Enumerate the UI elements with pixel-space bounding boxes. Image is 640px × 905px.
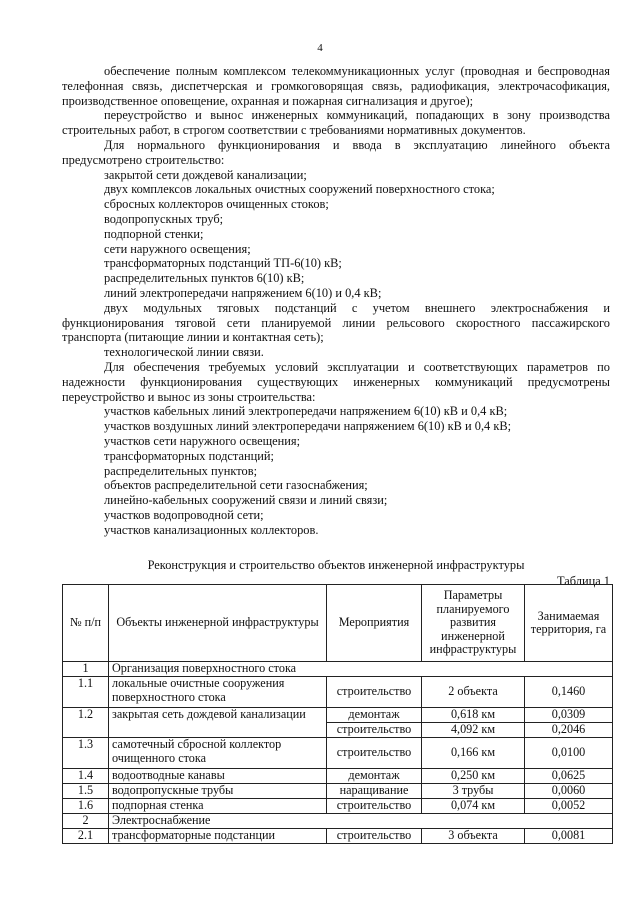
object-name: подпорная стенка xyxy=(109,799,327,814)
table-row xyxy=(63,769,613,784)
paragraph: Для обеспечения требуемых условий эксплуатации и соответствующих параметров по надежности функционирования существующих инженерных коммуникаций предусмотрены переустройство и вынос из зоны строительства: xyxy=(62,359,610,404)
table-row xyxy=(63,738,613,769)
area-value: 0,0052 xyxy=(525,799,613,814)
area-value: 0,0309 xyxy=(525,708,613,723)
activity: строительство xyxy=(327,799,422,814)
section-title: Электроснабжение xyxy=(109,814,613,829)
row-number: 1.5 xyxy=(63,784,109,799)
activity: строительство xyxy=(327,677,422,708)
table-header-row xyxy=(63,585,613,662)
body-text xyxy=(62,64,610,538)
activity: демонтаж xyxy=(327,708,422,723)
table-row xyxy=(63,829,613,844)
list-item: подпорной стенки; xyxy=(104,226,204,241)
paragraph: обеспечение полным комплексом телекоммуникационных услуг (проводная и беспроводная телефонная связь, диспетчерская и громкоговорящая связь, радиофикация, электрочасофикация, производственное оповещение, охранная и пожарная сигнализация и другое); xyxy=(62,64,610,108)
object-name: самотечный сбросной коллектор очищенного стока xyxy=(109,738,327,769)
activity: строительство xyxy=(327,723,422,738)
table-section-row xyxy=(63,814,613,829)
list-item: трансформаторных подстанций; xyxy=(104,448,274,463)
table-row xyxy=(63,677,613,708)
paragraph: переустройство и вынос инженерных коммуникаций, попадающих в зону производства строительных работ, в строгом соответствии с требованиями нормативных документов. xyxy=(62,108,610,138)
list-item: водопропускных труб; xyxy=(104,211,224,226)
activity: строительство xyxy=(327,829,422,844)
list-item: участков канализационных коллекторов. xyxy=(104,522,319,537)
parameter-value: 0,166 км xyxy=(422,738,525,769)
list-item: закрытой сети дождевой канализации; xyxy=(104,167,307,182)
list-item: сети наружного освещения; xyxy=(104,241,251,256)
activity: строительство xyxy=(327,738,422,769)
list-item: участков водопроводной сети; xyxy=(104,507,264,522)
header-area: Занимаемая территория, га xyxy=(525,585,613,662)
parameter-value: 3 трубы xyxy=(422,784,525,799)
list-item: линий электропередачи напряжением 6(10) и 0,4 кВ; xyxy=(104,285,382,300)
page-number: 4 xyxy=(317,42,323,54)
parameter-value: 4,092 км xyxy=(422,723,525,738)
row-number: 1.1 xyxy=(63,677,109,708)
list-item: распределительных пунктов; xyxy=(104,463,258,478)
table-label: Таблица 1 xyxy=(557,574,610,588)
header-parameters: Параметры планируемого развития инженерной инфраструктуры xyxy=(422,585,525,662)
list-item: технологической линии связи. xyxy=(104,345,264,360)
table-section-row xyxy=(63,662,613,677)
list-item: двух комплексов локальных очистных сооружений поверхностного стока; xyxy=(104,182,495,197)
header-number: № п/п xyxy=(63,585,109,662)
area-value: 0,0081 xyxy=(525,829,613,844)
activity: демонтаж xyxy=(327,769,422,784)
area-value: 0,2046 xyxy=(525,723,613,738)
object-name: трансформаторные подстанции xyxy=(109,829,327,844)
row-number: 1.6 xyxy=(63,799,109,814)
list-item: распределительных пунктов 6(10) кВ; xyxy=(104,271,305,286)
parameter-value: 0,250 км xyxy=(422,769,525,784)
table-row xyxy=(63,784,613,799)
row-number: 1.3 xyxy=(63,738,109,769)
parameter-value: 0,618 км xyxy=(422,708,525,723)
area-value: 0,0100 xyxy=(525,738,613,769)
header-object: Объекты инженерной инфраструктуры xyxy=(109,585,327,662)
list-item: участков воздушных линий электропередачи напряжением 6(10) кВ и 0,4 кВ; xyxy=(104,419,512,434)
paragraph: двух модульных тяговых подстанций с учетом внешнего электроснабжения и функционирования тяговой сети планируемой линии рельсового скоростного пассажирского транспорта (питающие линии и контактная сеть); xyxy=(62,300,610,345)
header-activity: Мероприятия xyxy=(327,585,422,662)
paragraph: Для нормального функционирования и ввода в эксплуатацию линейного объекта предусмотрено строительство: xyxy=(62,137,610,167)
object-name: локальные очистные сооружения поверхностного стока xyxy=(109,677,327,708)
object-name: закрытая сеть дождевой канализации xyxy=(109,708,327,738)
activity: наращивание xyxy=(327,784,422,799)
parameter-value: 3 объекта xyxy=(422,829,525,844)
object-name: водоотводные канавы xyxy=(109,769,327,784)
row-number: 2.1 xyxy=(63,829,109,844)
list-item: сбросных коллекторов очищенных стоков; xyxy=(104,197,329,212)
row-number: 1.2 xyxy=(63,708,109,738)
section-title: Организация поверхностного стока xyxy=(109,662,613,677)
table-caption: Реконструкция и строительство объектов инженерной инфраструктуры xyxy=(147,558,525,572)
list-item: участков сети наружного освещения; xyxy=(104,433,301,448)
row-number: 2 xyxy=(63,814,109,829)
area-value: 0,0625 xyxy=(525,769,613,784)
object-name: водопропускные трубы xyxy=(109,784,327,799)
row-number: 1 xyxy=(63,662,109,677)
row-number: 1.4 xyxy=(63,769,109,784)
parameter-value: 0,074 км xyxy=(422,799,525,814)
parameter-value: 2 объекта xyxy=(422,677,525,708)
table-row xyxy=(63,799,613,814)
list-item: объектов распределительной сети газоснабжения; xyxy=(104,478,368,493)
area-value: 0,0060 xyxy=(525,784,613,799)
list-item: линейно-кабельных сооружений связи и линий связи; xyxy=(104,493,388,508)
table-row xyxy=(63,708,613,723)
infrastructure-table xyxy=(62,584,613,844)
list-item: участков кабельных линий электропередачи напряжением 6(10) кВ и 0,4 кВ; xyxy=(104,404,508,419)
list-item: трансформаторных подстанций ТП-6(10) кВ; xyxy=(104,256,342,271)
area-value: 0,1460 xyxy=(525,677,613,708)
